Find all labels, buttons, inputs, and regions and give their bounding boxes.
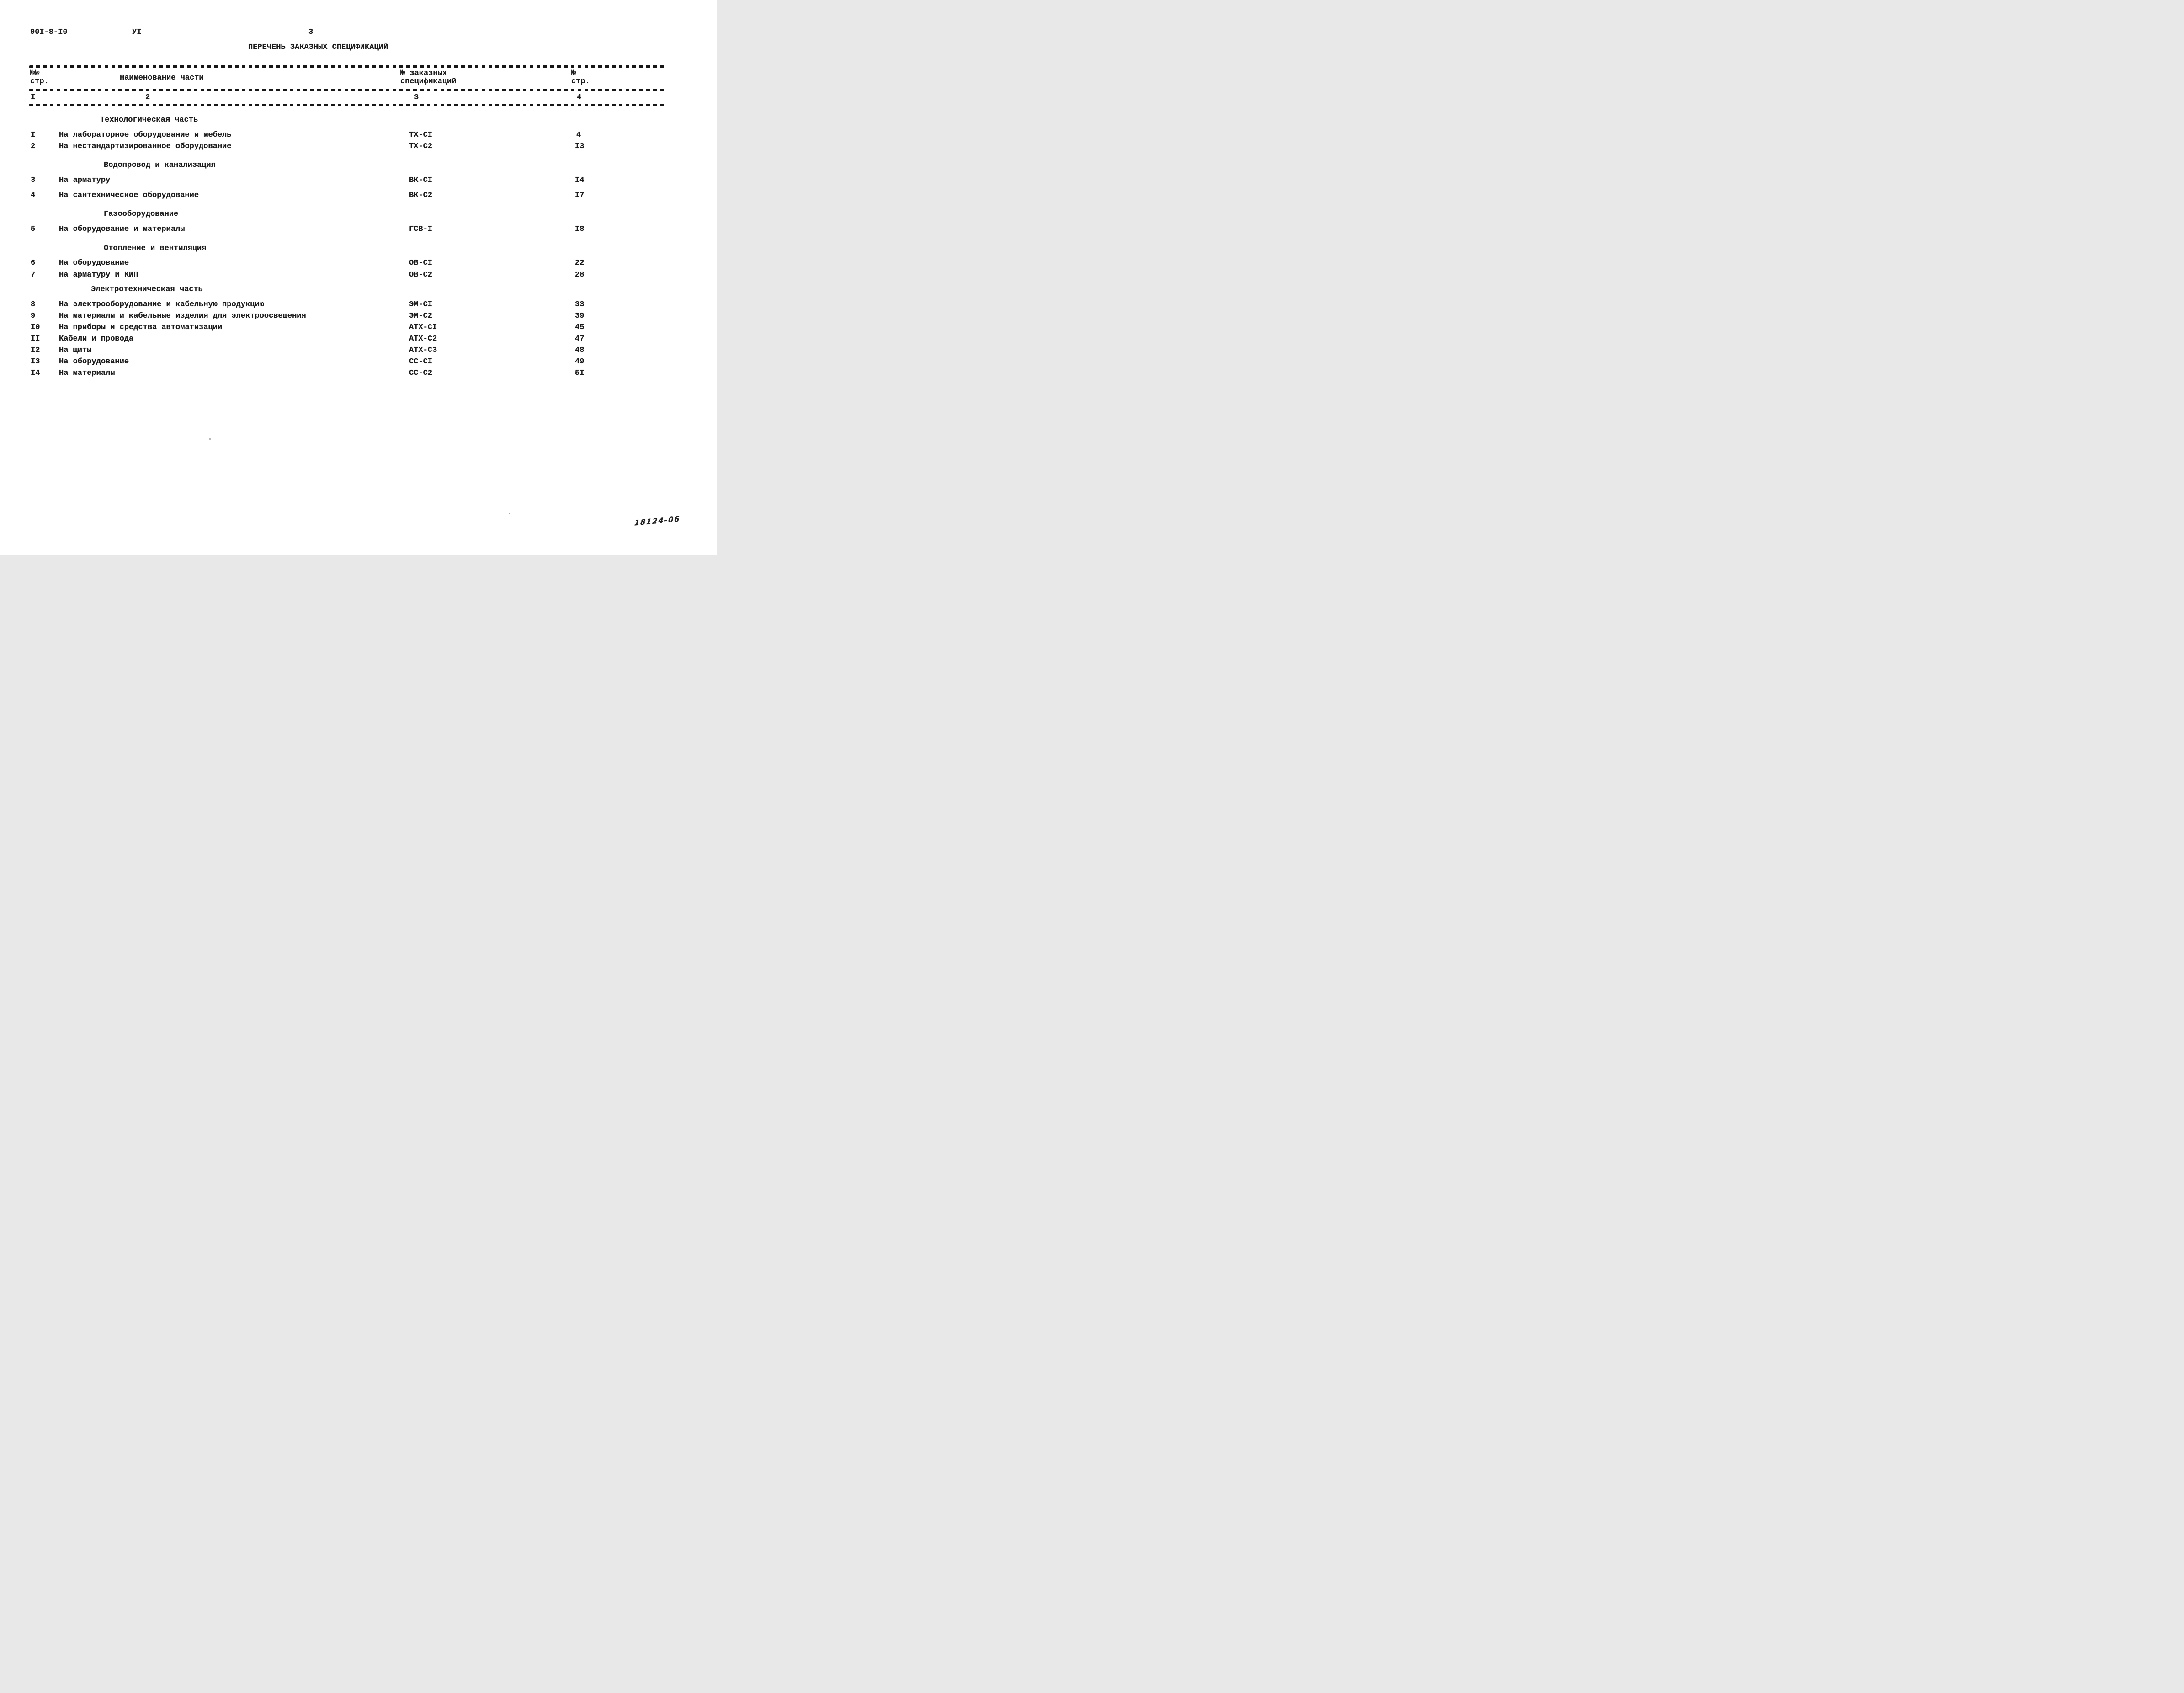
col-index-1: I [31,93,36,102]
row-name-cell: На арматуру и КИП [59,271,138,279]
col-header-spec-line1: № заказных [400,69,447,78]
handwritten-inventory-number: 18124-06 [634,514,681,527]
section-heading: Отопление и вентиляция [104,244,207,253]
row-page-cell: 4 [576,131,581,139]
col-header-page-line2: стр. [571,77,590,86]
row-name-cell: На нестандартизированное оборудование [59,142,232,151]
volume-code: УI [132,28,142,37]
col-header-spec-line2: спецификаций [400,77,457,86]
row-name-cell: На оборудование и материалы [59,225,185,234]
row-spec-cell: СС-С2 [409,369,433,378]
row-page-cell: 49 [575,357,585,366]
row-name-cell: На материалы и кабельные изделия для электроосвещения [59,312,306,320]
row-spec-cell: ОВ-СI [409,259,433,267]
row-page-cell: 47 [575,335,585,343]
row-name-cell: На щиты [59,346,92,355]
col-header-part-name: Наименование части [120,74,204,82]
row-name-cell: На приборы и средства автоматизации [59,323,223,332]
row-num-cell: II [31,335,40,343]
row-num-cell: 3 [31,176,36,185]
section-heading: Электротехническая часть [91,285,203,294]
row-name-cell: На электрооборудование и кабельную продукцию [59,300,264,309]
document-page [0,0,717,555]
row-page-cell: 45 [575,323,585,332]
row-num-cell: 4 [31,191,36,200]
row-num-cell: 2 [31,142,36,151]
row-name-cell: Кабели и провода [59,335,134,343]
row-num-cell: I0 [31,323,40,332]
row-page-cell: 48 [575,346,585,355]
col-header-page-num-line1: №№ [30,69,40,78]
row-num-cell: I [31,131,36,139]
row-spec-cell: ГСВ-I [409,225,433,234]
row-page-cell: I8 [575,225,585,234]
col-index-4: 4 [577,93,582,102]
row-num-cell: 5 [31,225,36,234]
row-page-cell: 22 [575,259,585,267]
scan-speck [509,513,510,514]
doc-code: 90I-8-I0 [30,28,68,37]
row-spec-cell: СС-СI [409,357,433,366]
table-border-top-dashed [29,65,665,68]
row-spec-cell: ОВ-С2 [409,271,433,279]
row-num-cell: 7 [31,271,36,279]
row-spec-cell: ТХ-С2 [409,142,433,151]
row-page-cell: 33 [575,300,585,309]
section-heading: Газооборудование [104,210,179,218]
row-page-cell: I4 [575,176,585,185]
table-border-bottom-dashed [29,104,665,106]
col-index-2: 2 [145,93,150,102]
row-num-cell: 6 [31,259,36,267]
row-num-cell: I4 [31,369,40,378]
row-name-cell: На оборудование [59,259,129,267]
col-header-page-line1: № [571,69,576,78]
page-title: ПЕРЕЧЕНЬ ЗАКАЗНЫХ СПЕЦИФИКАЦИЙ [248,43,388,52]
row-spec-cell: ЭМ-С2 [409,312,433,320]
row-page-cell: I3 [575,142,585,151]
row-num-cell: 8 [31,300,36,309]
row-spec-cell: ВК-СI [409,176,433,185]
col-index-3: 3 [414,93,419,102]
col-header-page-num-line2: стр. [30,77,49,86]
row-spec-cell: ЭМ-СI [409,300,433,309]
row-page-cell: 5I [575,369,585,378]
row-page-cell: 39 [575,312,585,320]
row-spec-cell: АТХ-СI [409,323,437,332]
row-num-cell: I2 [31,346,40,355]
row-name-cell: На лабораторное оборудование и мебель [59,131,232,139]
row-num-cell: 9 [31,312,36,320]
row-name-cell: На сантехническое оборудование [59,191,199,200]
row-spec-cell: ТХ-СI [409,131,433,139]
row-spec-cell: АТХ-С2 [409,335,437,343]
section-heading: Водопровод и канализация [104,161,216,170]
row-spec-cell: ВК-С2 [409,191,433,200]
row-name-cell: На материалы [59,369,115,378]
page-number: 3 [308,28,314,37]
section-heading: Технологическая часть [100,116,198,124]
scan-speck [209,438,211,440]
row-name-cell: На арматуру [59,176,111,185]
row-page-cell: 28 [575,271,585,279]
table-border-mid-dashed [29,89,665,91]
row-num-cell: I3 [31,357,40,366]
row-name-cell: На оборудование [59,357,129,366]
row-spec-cell: АТХ-С3 [409,346,437,355]
row-page-cell: I7 [575,191,585,200]
